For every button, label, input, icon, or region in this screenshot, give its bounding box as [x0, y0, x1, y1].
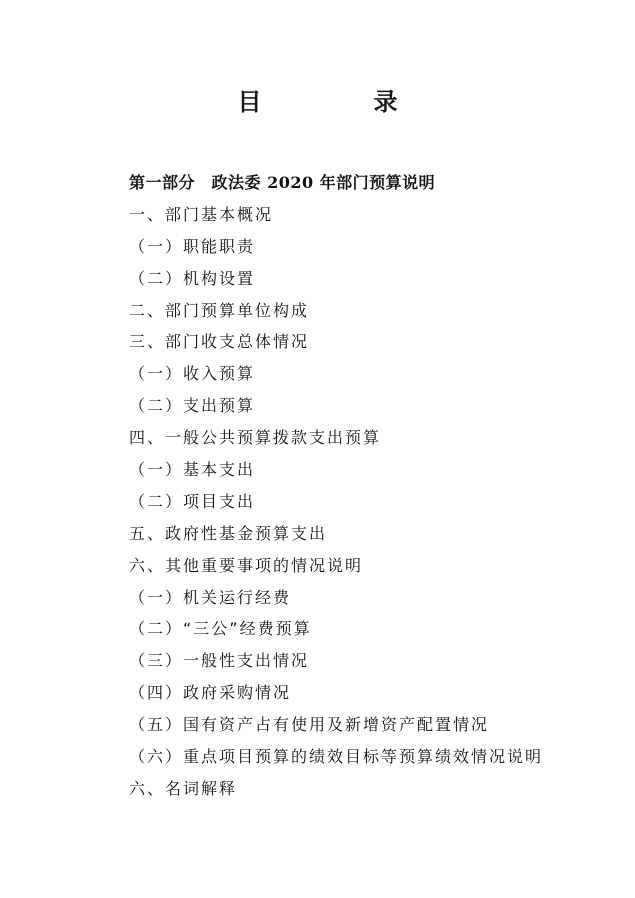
- toc-subsection-6-1[interactable]: （一）机关运行经费: [129, 587, 292, 607]
- toc-subsection-1-1[interactable]: （一）职能职责: [129, 236, 256, 256]
- page-title: 目 录: [237, 87, 442, 116]
- toc-subsection-4-2[interactable]: （二）项目支出: [129, 491, 256, 511]
- toc-section-6[interactable]: 六、其他重要事项的情况说明: [129, 555, 364, 575]
- toc-subsection-6-3[interactable]: （三）一般性支出情况: [129, 651, 310, 671]
- toc-section-2[interactable]: 二、部门预算单位构成: [129, 300, 310, 320]
- toc-subsection-4-1[interactable]: （一）基本支出: [129, 460, 256, 480]
- toc-subsection-6-6[interactable]: （六）重点项目预算的绩效目标等预算绩效情况说明: [129, 747, 544, 767]
- toc-section-1[interactable]: 一、部门基本概况: [129, 204, 274, 224]
- toc-subsection-3-2[interactable]: （二）支出预算: [129, 396, 256, 416]
- toc-subsection-6-5[interactable]: （五）国有资产占有使用及新增资产配置情况: [129, 715, 490, 735]
- toc-subsection-3-1[interactable]: （一）收入预算: [129, 364, 256, 384]
- toc-section-3[interactable]: 三、部门收支总体情况: [129, 332, 310, 352]
- toc-section-glossary[interactable]: 六、名词解释: [129, 778, 238, 798]
- toc-part-heading[interactable]: 第一部分 政法委 2020 年部门预算说明: [129, 173, 436, 192]
- toc-subsection-1-2[interactable]: （二）机构设置: [129, 268, 256, 288]
- toc-subsection-6-4[interactable]: （四）政府采购情况: [129, 683, 292, 703]
- toc-section-4[interactable]: 四、一般公共预算拨款支出预算: [129, 428, 382, 448]
- toc-subsection-6-2[interactable]: （二）“三公”经费预算: [129, 619, 312, 639]
- toc-section-5[interactable]: 五、政府性基金预算支出: [129, 523, 328, 543]
- table-of-contents: [129, 169, 599, 807]
